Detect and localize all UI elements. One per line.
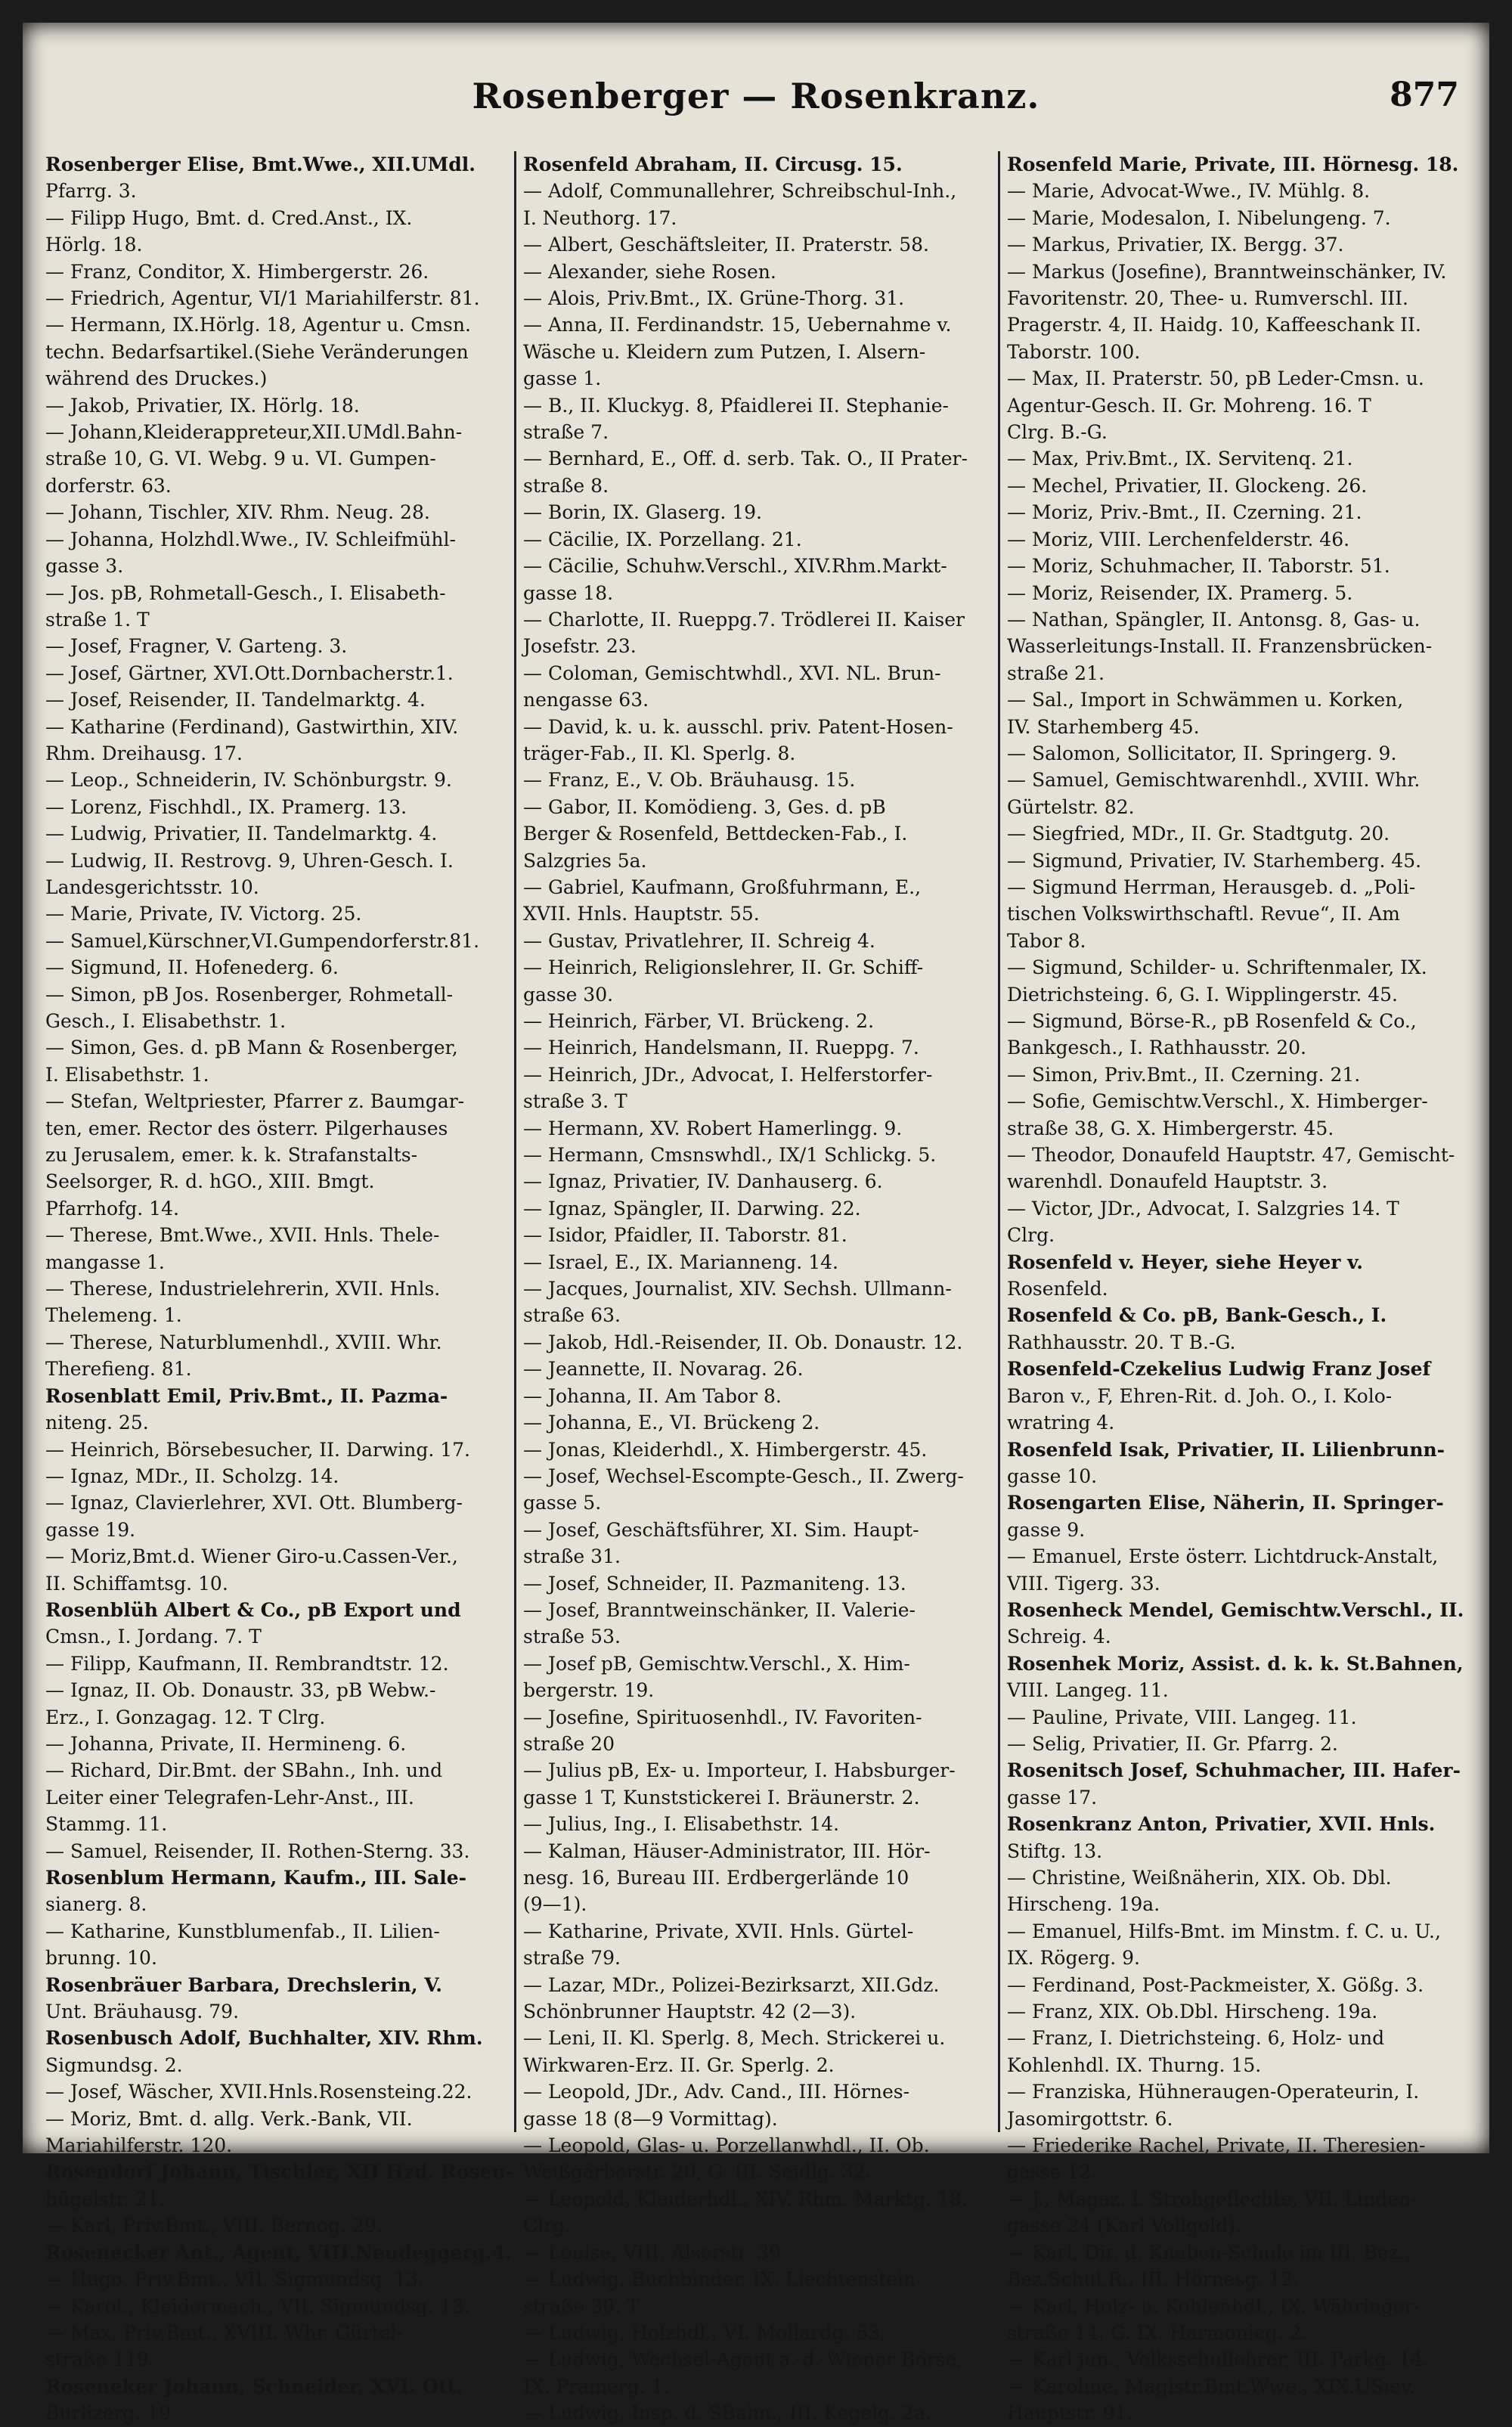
directory-heading-entry: Roseneker Johann, Schneider, XVI. Ott.	[45, 2375, 463, 2398]
directory-entry: mangasse 1.	[45, 1251, 165, 1273]
directory-entry: — David, k. u. k. ausschl. priv. Patent-Hosen-	[523, 715, 953, 738]
directory-entry: I. Neuthorg. 17.	[523, 206, 677, 229]
directory-entry: straße 14, G. IX. Harmonieg. 2.	[1007, 2321, 1308, 2344]
directory-entry: gasse 30.	[523, 983, 614, 1006]
directory-entry: — Max, II. Praterstr. 50, pB Leder-Cmsn. u.	[1007, 367, 1424, 390]
directory-heading-entry: Rosenbräuer Barbara, Drechslerin, V.	[45, 1973, 442, 1996]
directory-entry: dorferstr. 63.	[45, 474, 172, 497]
directory-entry: Stiftg. 13.	[1007, 1840, 1103, 1862]
directory-entry: — Jakob, Hdl.-Reisender, II. Ob. Donaustr. 12.	[523, 1331, 963, 1353]
directory-heading-entry: Rosenfeld v. Heyer, siehe Heyer v.	[1007, 1251, 1363, 1273]
directory-entry: — Karl, Priv.Bmt., VIII. Bernog. 29.	[45, 2215, 383, 2237]
directory-heading-entry: Rosenberger Elise, Bmt.Wwe., XII.UMdl.	[45, 153, 476, 175]
directory-entry: — Israel, E., IX. Marianneng. 14.	[523, 1251, 838, 1273]
directory-heading-entry: Rosenfeld Abraham, II. Circusg. 15.	[523, 153, 903, 175]
directory-entry: Clrg.	[523, 2215, 572, 2237]
directory-entry: — Simon, Priv.Bmt., II. Czerning. 21.	[1007, 1063, 1361, 1086]
directory-entry: — Johann, Tischler, XIV. Rhm. Neug. 28.	[45, 501, 430, 524]
directory-entry: — Selig, Privatier, II. Gr. Pfarrg. 2.	[1007, 1732, 1338, 1755]
directory-entry: straße 53.	[523, 1626, 621, 1648]
directory-entry: — Victor, JDr., Advocat, I. Salzgries 14. T	[1007, 1197, 1399, 1220]
directory-entry: — Stefan, Weltpriester, Pfarrer z. Baumgar-	[45, 1090, 465, 1113]
directory-entry: — Moriz,Bmt.d. Wiener Giro-u.Cassen-Ver.,	[45, 1545, 458, 1568]
directory-entry: gasse 1 T, Kunststickerei I. Bräunerstr. 2.	[523, 1786, 920, 1809]
directory-entry: — Sigmund, II. Hofenederg. 6.	[45, 956, 339, 979]
directory-entry: — Karl, Dir. d. Knaben-Schule im III. Bez.,	[1007, 2241, 1411, 2264]
directory-heading-entry: Rosenblatt Emil, Priv.Bmt., II. Pazma-	[45, 1384, 448, 1407]
directory-entry: Bankgesch., I. Rathhausstr. 20.	[1007, 1037, 1306, 1059]
directory-entry: zu Jerusalem, emer. k. k. Strafanstalts-	[45, 1144, 418, 1167]
directory-entry: Pfarrhofg. 14.	[45, 1197, 179, 1220]
directory-entry: wratring 4.	[1007, 1412, 1115, 1434]
directory-entry: — Samuel, Gemischtwarenhdl., XVIII. Whr.	[1007, 769, 1421, 792]
directory-entry: gasse 19.	[45, 1518, 136, 1541]
directory-heading-entry: Rosenfeld Isak, Privatier, II. Lilienbrunn-	[1007, 1438, 1445, 1461]
directory-entry: — Coloman, Gemischtwhdl., XVI. NL. Brun-	[523, 662, 941, 684]
column-divider	[514, 151, 516, 2132]
directory-entry: — Marie, Modesalon, I. Nibelungeng. 7.	[1007, 206, 1391, 229]
directory-entry: Gesch., I. Elisabethstr. 1.	[45, 1010, 287, 1032]
directory-entry: — Johanna, II. Am Tabor 8.	[523, 1384, 782, 1407]
directory-entry: — Franz, E., V. Ob. Bräuhausg. 15.	[523, 769, 856, 792]
directory-entry: — Julius pB, Ex- u. Importeur, I. Habsburger-	[523, 1759, 956, 1782]
directory-entry: — Friedrich, Agentur, VI/1 Mariahilferstr. 81.	[45, 287, 480, 310]
directory-entry: Berger & Rosenfeld, Bettdecken-Fab., I.	[523, 823, 908, 845]
directory-entry: — Louise, VIII. Alserstr. 39.	[523, 2241, 788, 2264]
directory-page	[23, 23, 1489, 2425]
directory-heading-entry: Rosenblum Hermann, Kaufm., III. Sale-	[45, 1867, 466, 1889]
directory-entry: gasse 18.	[523, 581, 614, 604]
directory-entry: — Josef, Wechsel-Escompte-Gesch., II. Zwerg-	[523, 1465, 964, 1487]
directory-entry: — Hermann, XV. Robert Hamerlingg. 9.	[523, 1117, 903, 1139]
directory-entry: gasse 12.	[1007, 2161, 1098, 2184]
directory-entry: — Katharine, Kunstblumenfab., II. Lilien-	[45, 1920, 440, 1942]
directory-entry: — Marie, Private, IV. Victorg. 25.	[45, 903, 362, 925]
directory-entry: straße 30. T	[523, 2295, 640, 2317]
directory-entry: — Therese, Industrielehrerin, XVII. Hnls.	[45, 1278, 441, 1300]
directory-entry: — Leni, II. Kl. Sperlg. 8, Mech. Strickerei u.	[523, 2027, 946, 2050]
directory-entry: Stammg. 11.	[45, 1813, 168, 1836]
directory-entry: — Therese, Bmt.Wwe., XVII. Hnls. Thele-	[45, 1224, 440, 1247]
directory-entry: — Franz, I. Dietrichsteing. 6, Holz- und	[1007, 2027, 1385, 2050]
directory-entry: niteng. 25.	[45, 1412, 149, 1434]
directory-entry: — Simon, pB Jos. Rosenberger, Rohmetall-	[45, 983, 454, 1006]
directory-entry: Favoritenstr. 20, Thee- u. Rumverschl. III.	[1007, 287, 1408, 310]
directory-entry: nesg. 16, Bureau III. Erdbergerlände 10	[523, 1867, 909, 1889]
directory-entry: Erz., I. Gonzagag. 12. T Clrg.	[45, 1706, 326, 1728]
directory-entry: gasse 10.	[1007, 1465, 1098, 1487]
directory-entry: — Heinrich, Börsebesucher, II. Darwing. 17.	[45, 1438, 470, 1461]
directory-entry: — Josef, Geschäftsführer, XI. Sim. Haupt-	[523, 1518, 919, 1541]
directory-entry: straße 7.	[523, 421, 609, 444]
directory-entry: straße 119.	[45, 2348, 155, 2371]
directory-entry: straße 10, G. VI. Webg. 9 u. VI. Gumpen-	[45, 448, 436, 470]
directory-entry: — Emanuel, Hilfs-Bmt. im Minstm. f. C. u. U.,	[1007, 1920, 1441, 1942]
directory-entry: — Theodor, Donaufeld Hauptstr. 47, Gemischt-	[1007, 1144, 1455, 1167]
directory-entry: Gürtelstr. 82.	[1007, 795, 1135, 818]
directory-entry: gasse 3.	[45, 555, 124, 578]
directory-entry: — Ignaz, II. Ob. Donaustr. 33, pB Webw.-	[45, 1679, 436, 1702]
directory-entry: — Hermann, Cmsnswhdl., IX/1 Schlickg. 5.	[523, 1144, 937, 1167]
directory-entry: — Bernhard, E., Off. d. serb. Tak. O., II Prater-	[523, 448, 968, 470]
directory-entry: — Moriz, Bmt. d. allg. Verk.-Bank, VII.	[45, 2107, 413, 2130]
directory-entry: — Salomon, Sollicitator, II. Springerg. 9.	[1007, 742, 1397, 764]
directory-entry: Agentur-Gesch. II. Gr. Mohreng. 16. T	[1007, 394, 1371, 417]
directory-entry: Salzgries 5a.	[523, 849, 647, 872]
directory-entry: — Adolf, Communallehrer, Schreibschul-Inh.,	[523, 180, 957, 203]
directory-entry: — Moriz, VIII. Lerchenfelderstr. 46.	[1007, 528, 1350, 550]
directory-entry: — Christine, Weißnäherin, XIX. Ob. Dbl.	[1007, 1867, 1392, 1889]
directory-entry: straße 20	[523, 1732, 615, 1755]
directory-entry: Thelemeng. 1.	[45, 1304, 182, 1327]
directory-entry: — Ludwig, Wechsel-Agent a. d. Wiener Börse,	[523, 2348, 962, 2371]
directory-entry: — Cäcilie, IX. Porzellang. 21.	[523, 528, 802, 550]
directory-entry: straße 1. T	[45, 608, 150, 631]
directory-entry: — Sofie, Gemischtw.Verschl., X. Himberger-	[1007, 1090, 1428, 1113]
directory-entry: straße 21.	[1007, 662, 1105, 684]
directory-entry: Wäsche u. Kleidern zum Putzen, I. Alsern-	[523, 340, 926, 363]
directory-entry: Dietrichsteing. 6, G. I. Wipplingerstr. 45.	[1007, 983, 1398, 1006]
directory-entry: — Josef, Gärtner, XVI.Ott.Dornbacherstr.1.	[45, 662, 454, 684]
page-number: 877	[1390, 76, 1459, 114]
directory-entry: — Heinrich, Färber, VI. Brückeng. 2.	[523, 1010, 875, 1032]
directory-entry: — Gabriel, Kaufmann, Großfuhrmann, E.,	[523, 876, 922, 898]
directory-entry: — Moriz, Priv.-Bmt., II. Czerning. 21.	[1007, 501, 1362, 524]
directory-entry: Therefieng. 81.	[45, 1358, 192, 1381]
directory-entry: — Jos. pB, Rohmetall-Gesch., I. Elisabeth-	[45, 581, 446, 604]
directory-heading-entry: Rosenfeld & Co. pB, Bank-Gesch., I.	[1007, 1304, 1387, 1327]
directory-entry: hügelstr. 21.	[45, 2187, 166, 2210]
directory-entry: Rhm. Dreihausg. 17.	[45, 742, 243, 764]
directory-entry: Burlizerg. 19	[45, 2402, 172, 2425]
directory-entry: — Simon, Ges. d. pB Mann & Rosenberger,	[45, 1037, 458, 1059]
directory-entry: — Johann,Kleiderappreteur,XII.UMdl.Bahn-	[45, 421, 463, 444]
directory-entry: — Nathan, Spängler, II. Antonsg. 8, Gas- u.	[1007, 608, 1421, 631]
directory-entry: — Josef pB, Gemischtw.Verschl., X. Him-	[523, 1652, 910, 1675]
directory-entry: — Jakob, Privatier, IX. Hörlg. 18.	[45, 394, 360, 417]
directory-entry: während des Druckes.)	[45, 367, 268, 390]
directory-entry: Cmsn., I. Jordang. 7. T	[45, 1626, 262, 1648]
directory-entry: — Emanuel, Erste österr. Lichtdruck-Anstalt,	[1007, 1545, 1439, 1568]
directory-entry: Taborstr. 100.	[1007, 340, 1141, 363]
directory-entry: straße 63.	[523, 1304, 621, 1327]
directory-entry: — Ignaz, Clavierlehrer, XVI. Ott. Blumberg-	[45, 1492, 463, 1514]
directory-entry: — Josef, Schneider, II. Pazmaniteng. 13.	[523, 1572, 906, 1595]
directory-entry: bergerstr. 19.	[523, 1679, 655, 1702]
directory-entry: VIII. Tigerg. 33.	[1007, 1572, 1160, 1595]
directory-entry: Baron v., F, Ehren-Rit. d. Joh. O., I. Kolo-	[1007, 1384, 1393, 1407]
directory-entry: Landesgerichtsstr. 10.	[45, 876, 259, 898]
directory-entry: — Therese, Naturblumenhdl., XVIII. Whr.	[45, 1331, 442, 1353]
directory-entry: gasse 1.	[523, 367, 602, 390]
directory-entry: — Josef, Fragner, V. Garteng. 3.	[45, 635, 348, 658]
directory-entry: — Karoline, Magistr.Bmt.Wwe., XIX.USiev.	[1007, 2375, 1416, 2398]
directory-entry: — Cäcilie, Schuhw.Verschl., XIV.Rhm.Markt-	[523, 555, 947, 578]
directory-entry: — Johanna, E., VI. Brückeng 2.	[523, 1412, 820, 1434]
directory-entry: Mariahilferstr. 120.	[45, 2134, 233, 2157]
directory-entry: Tabor 8.	[1007, 929, 1086, 952]
directory-heading-entry: Rosenbusch Adolf, Buchhalter, XIV. Rhm.	[45, 2027, 483, 2050]
directory-heading-entry: Rosenhek Moriz, Assist. d. k. k. St.Bahnen,	[1007, 1652, 1464, 1675]
directory-entry: — Karl, Holz- u. Kohlenhdl., IX. Währinger-	[1007, 2295, 1421, 2317]
directory-entry: — Alexander, siehe Rosen.	[523, 260, 776, 283]
directory-entry: gasse 24 (Karl Vollgold).	[1007, 2215, 1241, 2237]
page-header	[23, 76, 1489, 144]
directory-entry: Leiter einer Telegrafen-Lehr-Anst., III.	[45, 1786, 414, 1809]
directory-entry: — Alois, Priv.Bmt., IX. Grüne-Thorg. 31.	[523, 287, 905, 310]
directory-entry: — Ludwig, II. Restrovg. 9, Uhren-Gesch. I.	[45, 849, 454, 872]
directory-entry: straße 79.	[523, 1947, 621, 1970]
directory-entry: Rosenfeld.	[1007, 1278, 1108, 1300]
directory-entry: — Mechel, Privatier, II. Glockeng. 26.	[1007, 474, 1368, 497]
directory-entry: — Johanna, Private, II. Hermineng. 6.	[45, 1732, 407, 1755]
directory-entry: Schreig. 4.	[1007, 1626, 1111, 1648]
directory-entry: nengasse 63.	[523, 689, 649, 711]
directory-entry: — Leop., Schneiderin, IV. Schönburgstr. 9.	[45, 769, 452, 792]
directory-entry: Kohlenhdl. IX. Thurng. 15.	[1007, 2053, 1262, 2076]
directory-entry: — Moriz, Schuhmacher, II. Taborstr. 51.	[1007, 555, 1390, 578]
directory-entry: Hörlg. 18.	[45, 234, 143, 256]
directory-heading-entry: Rosenheck Mendel, Gemischtw.Verschl., II.	[1007, 1598, 1464, 1621]
directory-heading-entry: Rosengarten Elise, Näherin, II. Springer-	[1007, 1492, 1444, 1514]
directory-entry: — Leopold, JDr., Adv. Cand., III. Hörnes-	[523, 2081, 910, 2103]
directory-entry: — Katharine (Ferdinand), Gastwirthin, XIV.	[45, 715, 459, 738]
directory-entry: — Ignaz, Spängler, II. Darwing. 22.	[523, 1197, 861, 1220]
page-title: Rosenberger — Rosenkranz.	[472, 76, 1040, 116]
directory-entry: straße 38, G. X. Himbergerstr. 45.	[1007, 1117, 1334, 1139]
directory-entry: — Sigmund, Schilder- u. Schriftenmaler, IX.	[1007, 956, 1427, 979]
directory-entry: — Heinrich, JDr., Advocat, I. Helferstorfer-	[523, 1063, 933, 1086]
directory-entry: Rathhausstr. 20. T B.-G.	[1007, 1331, 1236, 1353]
directory-entry: — Markus, Privatier, IX. Bergg. 37.	[1007, 234, 1344, 256]
directory-entry: gasse 9.	[1007, 1518, 1086, 1541]
column-2	[523, 151, 992, 2425]
directory-entry: straße 8.	[523, 474, 609, 497]
directory-entry: — Jeannette, II. Novarag. 26.	[523, 1358, 804, 1381]
directory-entry: straße 31.	[523, 1545, 621, 1568]
directory-entry: — Sal., Import in Schwämmen u. Korken,	[1007, 689, 1404, 711]
directory-entry: — Leopold, Glas- u. Porzellanwhdl., II. Ob.	[523, 2134, 930, 2157]
directory-entry: gasse 17.	[1007, 1786, 1098, 1809]
directory-entry: — Sigmund Herrman, Herausgeb. d. „Poli-	[1007, 876, 1416, 898]
directory-entry: — Sigmund, Börse-R., pB Rosenfeld & Co.,	[1007, 1010, 1417, 1032]
directory-entry: Jasomirgottstr. 6.	[1007, 2107, 1173, 2130]
directory-entry: — Katharine, Private, XVII. Hnls. Gürtel-	[523, 1920, 914, 1942]
directory-entry: — Anna, II. Ferdinandstr. 15, Uebernahme v.	[523, 314, 952, 336]
directory-entry: — Leopold, Kleiderhdl., XIV. Rhm. Marktg. 18.	[523, 2187, 968, 2210]
directory-entry: — Johanna, Holzhdl.Wwe., IV. Schleifmühl-	[45, 528, 456, 550]
directory-entry: träger-Fab., II. Kl. Sperlg. 8.	[523, 742, 796, 764]
directory-entry: — Marie, Advocat-Wwe., IV. Mühlg. 8.	[1007, 180, 1371, 203]
directory-entry: sianerg. 8.	[45, 1893, 147, 1916]
directory-entry: Hirscheng. 19a.	[1007, 1893, 1160, 1916]
directory-entry: — Max, Priv.Bmt., XVIII. Whr. Gürtel-	[45, 2321, 403, 2344]
directory-heading-entry: Rosenkranz Anton, Privatier, XVII. Hnls.	[1007, 1813, 1436, 1836]
directory-entry: — Ludwig, Insp. d. SBahn., III. Kegelg. 2a.	[523, 2402, 931, 2425]
directory-entry: — Gustav, Privatlehrer, II. Schreig 4.	[523, 929, 875, 952]
directory-entry: — Hugo, Priv.Bmt., VII. Sigmundsg. 13.	[45, 2268, 424, 2291]
directory-entry: Unt. Bräuhausg. 79.	[45, 2001, 240, 2023]
directory-entry: (9—1).	[523, 1893, 587, 1916]
directory-entry: ten, emer. Rector des österr. Pilgerhauses	[45, 1117, 448, 1139]
directory-entry: — Filipp Hugo, Bmt. d. Cred.Anst., IX.	[45, 206, 413, 229]
directory-entry: — Josef, Reisender, II. Tandelmarktg. 4.	[45, 689, 426, 711]
directory-entry: — Franz, XIX. Ob.Dbl. Hirscheng. 19a.	[1007, 2001, 1378, 2023]
directory-entry: brunng. 10.	[45, 1947, 157, 1970]
directory-entry: — Sigmund, Privatier, IV. Starhemberg. 45.	[1007, 849, 1422, 872]
directory-heading-entry: Rosendorf Johann, Tischler, XII Hzd. Rosen-	[45, 2161, 513, 2184]
directory-entry: Hauptstr. 91.	[1007, 2402, 1133, 2425]
directory-entry: — Gabor, II. Komödieng. 3, Ges. d. pB	[523, 795, 886, 818]
directory-entry: — Ludwig, Buchbinder, IX. Liechtenstein-	[523, 2268, 922, 2291]
directory-entry: Bez.Schul.R., III. Hörnesg. 12.	[1007, 2268, 1299, 2291]
directory-entry: — Ludwig, Privatier, II. Tandelmarktg. 4.	[45, 823, 438, 845]
directory-entry: II. Schiffamtsg. 10.	[45, 1572, 228, 1595]
directory-entry: XVII. Hnls. Hauptstr. 55.	[523, 903, 760, 925]
directory-entry: straße 3. T	[523, 1090, 627, 1113]
directory-entry: — Ferdinand, Post-Packmeister, X. Gößg. 3.	[1007, 1973, 1424, 1996]
directory-entry: IX. Pramerg. 1.	[523, 2375, 670, 2398]
directory-entry: — Josefine, Spirituosenhdl., IV. Favoriten-	[523, 1706, 922, 1728]
directory-entry: tischen Volkswirthschaftl. Revue“, II. Am	[1007, 903, 1400, 925]
column-divider	[998, 151, 1000, 2132]
directory-entry: — Ignaz, MDr., II. Scholzg. 14.	[45, 1465, 339, 1487]
directory-entry: — Siegfried, MDr., II. Gr. Stadtgutg. 20.	[1007, 823, 1390, 845]
directory-entry: I. Elisabethstr. 1.	[45, 1063, 209, 1086]
directory-entry: Wirkwaren-Erz. II. Gr. Sperlg. 2.	[523, 2053, 835, 2076]
directory-entry: VIII. Langeg. 11.	[1007, 1679, 1169, 1702]
directory-entry: — Albert, Geschäftsleiter, II. Praterstr. 58.	[523, 234, 929, 256]
directory-entry: — Samuel,Kürschner,VI.Gumpendorferstr.81.	[45, 929, 480, 952]
column-3	[1007, 151, 1474, 2425]
directory-entry: — J., Magaz. f. Strohgeflechte, VII. Linden-	[1007, 2187, 1418, 2210]
directory-entry: — Charlotte, II. Rueppg.7. Trödlerei II. Kaiser	[523, 608, 965, 631]
directory-entry: — Samuel, Reisender, II. Rothen-Sterng. 33.	[45, 1840, 470, 1862]
directory-heading-entry: Rosenblüh Albert & Co., pB Export und	[45, 1598, 461, 1621]
directory-entry: — Franz, Conditor, X. Himbergerstr. 26.	[45, 260, 429, 283]
directory-entry: — Lazar, MDr., Polizei-Bezirksarzt, XII.Gdz.	[523, 1973, 940, 1996]
directory-entry: — Moriz, Reisender, IX. Pramerg. 5.	[1007, 581, 1353, 604]
directory-entry: — Isidor, Pfaidler, II. Taborstr. 81.	[523, 1224, 847, 1247]
directory-entry: — Karl jun., Volksschullehrer, III. Parkg. 14.	[1007, 2348, 1429, 2371]
directory-entry: — Hermann, IX.Hörlg. 18, Agentur u. Cmsn.	[45, 314, 471, 336]
directory-heading-entry: Rosenitsch Josef, Schuhmacher, III. Hafer-	[1007, 1759, 1461, 1782]
directory-entry: — B., II. Kluckyg. 8, Pfaidlerei II. Stephanie-	[523, 394, 949, 417]
directory-entry: — Markus (Josefine), Branntweinschänker, IV.	[1007, 260, 1447, 283]
directory-entry: — Franziska, Hühneraugen-Operateurin, I.	[1007, 2081, 1420, 2103]
directory-heading-entry: Rosenfeld Marie, Private, III. Hörnesg. 18.	[1007, 153, 1459, 175]
directory-entry: techn. Bedarfsartikel.(Siehe Veränderungen	[45, 340, 469, 363]
directory-entry: — Filipp, Kaufmann, II. Rembrandtstr. 12.	[45, 1652, 449, 1675]
directory-entry: — Ludwig, Holzhdl., VI. Mollardg. 53.	[523, 2321, 886, 2344]
directory-entry: Josefstr. 23.	[523, 635, 637, 658]
directory-entry: Seelsorger, R. d. hGO., XIII. Bmgt.	[45, 1170, 375, 1193]
directory-entry: — Heinrich, Handelsmann, II. Rueppg. 7.	[523, 1037, 919, 1059]
directory-entry: — Ignaz, Privatier, IV. Danhauserg. 6.	[523, 1170, 883, 1193]
directory-entry: — Julius, Ing., I. Elisabethstr. 14.	[523, 1813, 840, 1836]
directory-entry: IV. Starhemberg 45.	[1007, 715, 1200, 738]
directory-entry: gasse 5.	[523, 1492, 602, 1514]
directory-entry: Schönbrunner Hauptstr. 42 (2—3).	[523, 2001, 857, 2023]
directory-entry: Pragerstr. 4, II. Haidg. 10, Kaffeeschank II.	[1007, 314, 1421, 336]
directory-entry: — Lorenz, Fischhdl., IX. Pramerg. 13.	[45, 795, 407, 818]
directory-entry: — Josef, Wäscher, XVII.Hnls.Rosensteing.22.	[45, 2081, 472, 2103]
directory-entry: — Friederike Rachel, Private, II. Theresien-	[1007, 2134, 1426, 2157]
directory-entry: gasse 18 (8—9 Vormittag).	[523, 2107, 778, 2130]
directory-entry: IX. Rögerg. 9.	[1007, 1947, 1140, 1970]
directory-heading-entry: Rosenfeld-Czekelius Ludwig Franz Josef	[1007, 1358, 1431, 1381]
directory-entry: Sigmundsg. 2.	[45, 2053, 183, 2076]
directory-entry: — Jacques, Journalist, XIV. Sechsh. Ullmann-	[523, 1278, 952, 1300]
directory-entry: — Kalman, Häuser-Administrator, III. Hör-	[523, 1840, 931, 1862]
directory-entry: Clrg.	[1007, 1224, 1055, 1247]
directory-entry: — Karol., Kleidermach., VII. Sigmundsg. 13.	[45, 2295, 470, 2317]
directory-entry: — Heinrich, Religionslehrer, II. Gr. Schiff-	[523, 956, 924, 979]
directory-entry: warenhdl. Donaufeld Hauptstr. 3.	[1007, 1170, 1328, 1193]
directory-entry: — Max, Priv.Bmt., IX. Servitenq. 21.	[1007, 448, 1353, 470]
directory-entry: — Borin, IX. Glaserg. 19.	[523, 501, 762, 524]
directory-entry: — Josef, Branntweinschänker, II. Valerie-	[523, 1598, 916, 1621]
directory-entry: Weißgärberstr. 20, G. III. Seidlg. 32.	[523, 2161, 872, 2184]
directory-entry: Pfarrg. 3.	[45, 180, 137, 203]
directory-entry: Wasserleitungs-Install. II. Franzensbrücken-	[1007, 635, 1433, 658]
directory-entry: — Pauline, Private, VIII. Langeg. 11.	[1007, 1706, 1357, 1728]
column-1	[45, 151, 513, 2425]
directory-entry: Clrg. B.-G.	[1007, 421, 1108, 444]
directory-heading-entry: Rosenecker Ant., Agent, VIII.Neudeggerg.4.	[45, 2241, 512, 2264]
directory-entry: — Richard, Dir.Bmt. der SBahn., Inh. und	[45, 1759, 443, 1782]
directory-entry: — Jonas, Kleiderhdl., X. Himbergerstr. 45.	[523, 1438, 928, 1461]
